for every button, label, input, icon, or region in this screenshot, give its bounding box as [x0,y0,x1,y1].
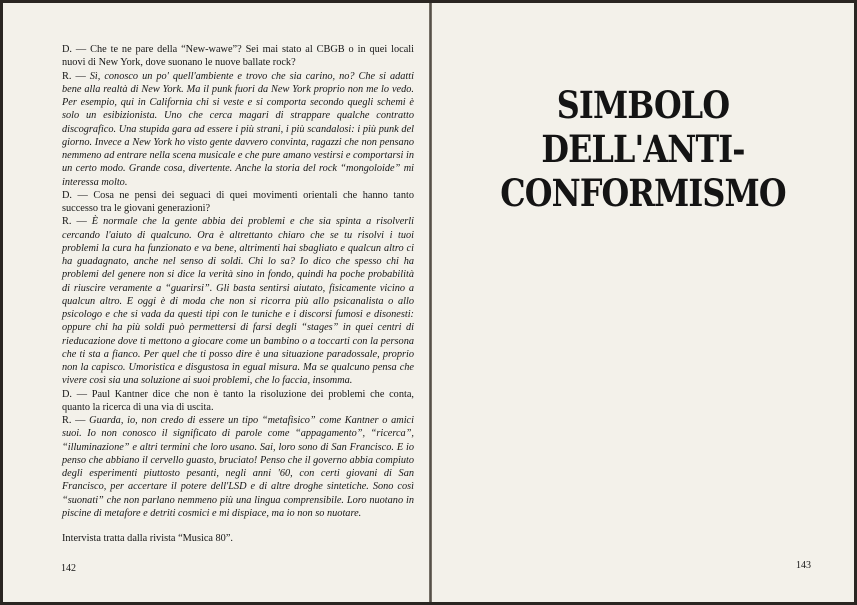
speaker-label: D. — [62,189,88,201]
interview-text [62,43,414,545]
speaker-label: R. — [62,70,86,82]
paragraph-text: Sì, conosco un po' quell'ambiente e trovo che sia carino, no? Che si adatti bene alla realtà di New York. Ma il punk fuori da New York proprio non me lo vedo. Per esempio, qui in California chi si veste e si comporta secondo quegli schemi è solo un esibizionista. Uno che cerca magari di strappare qualche contratto discografico. Una stupida gara ad essere i più strani, i più scandalosi: i più punk del giorno. Invece a New York ho visto gente davvero convinta, ragazzi che non pensano nemmeno ad entrare nella scena musicale e che pure amano vestirsi e comportarsi in un certo modo. Grande cosa, divertente. Anche la storia del rock “mongoloide” mi interessa molto. [62,70,414,188]
paragraph-text: È normale che la gente abbia dei problemi e che sia spinta a risolverli cercando l'aiuto di qualcuno. Ora è altrettanto chiaro che se tu risolvi i tuoi problemi la cura ha funzionato e va bene, altrimenti hai sbagliato e qualcun altro ci ha guadagnato, anche nel senso di soldi. Chi lo sa? Io dico che spesso chi ha problemi del genere non si dice la verità sino in fondo, quindi ha poche probabilità di riuscire veramente a “guarirsi”. Gli basta sentirsi aiutato, fisicamente vicino a qualcun altro. E oggi è di moda che non si ricorra più allo psicanalista o allo psicologo e che si vada da questi tipi con le tuniche e i discorsi fumosi e disonesti: oppure chi ha più soldi può permettersi di farsi degli “stages” in quei centri di rieducazione dove ti mettono a giocare come un bambino o a toccarti con la persona che ti sta a fianco. Per quel che ti posso dire è una situazione paradossale, proprio non la capisco. Umoristica e disgustosa in egual misura. Ma se qualcuno pensa che vivere così sia una soluzione ai suoi problemi, che lo faccia, insomma. [62,216,414,387]
page-number-left: 142 [61,563,76,574]
paragraph-2 [62,70,414,189]
heading-line-3: CONFORMISMO [500,171,786,215]
speaker-label: D. — [62,388,88,400]
paragraph-4 [62,215,414,387]
chapter-heading [462,83,825,215]
paragraph-3 [62,189,414,216]
left-page [3,3,429,602]
book-spread [3,3,854,602]
speaker-label: R. — [62,216,87,228]
right-page [432,3,854,602]
paragraph-5 [62,388,414,415]
paragraph-text: Cosa ne pensi dei seguaci di quei movimenti orientali che hanno tanto successo tra le giovani generazioni? [62,189,414,214]
paragraph-6 [62,414,414,520]
paragraph-text: Paul Kantner dice che non è tanto la risoluzione dei problemi che conta, quanto la ricerca di una via di uscita. [62,388,414,413]
paragraph-1 [62,43,414,70]
speaker-label: D. — [62,44,87,55]
source-note: Intervista tratta dalla rivista “Musica 80”. [62,533,233,544]
page-number-right: 143 [796,560,811,571]
heading-line-1: SIMBOLO [556,83,730,127]
speaker-label: R. — [62,415,86,426]
heading-line-2: DELL'ANTI- [541,127,745,171]
paragraph-text: Guarda, io, non credo di essere un tipo “metafisico” come Kantner o amici suoi. Io non conosco il significato di parole come “appagamento”, “ricerca”, “illuminazione” e altri termini che loro usano. Sai, loro sono di San Francisco. E io penso che abbiano il cervello guasto, bruciato! Penso che il governo abbia compiuto degli esperimenti piuttosto pesanti, negli anni '60, con certi giovani di San Francisco, per accertare il potere dell'LSD e di altre droghe sintetiche. Sono così “suonati” che non parlano nemmeno più una lingua comprensibile. Loro nuotano in piscine di metafore e detriti cosmici e mi dispiace, ma io non so nuotare. [62,415,414,519]
paragraph-text: Che te ne pare della “New-wawe”? Sei mai stato al CBGB o in quei locali nuovi di New York, dove suonano le nuove ballate rock? [62,44,415,69]
